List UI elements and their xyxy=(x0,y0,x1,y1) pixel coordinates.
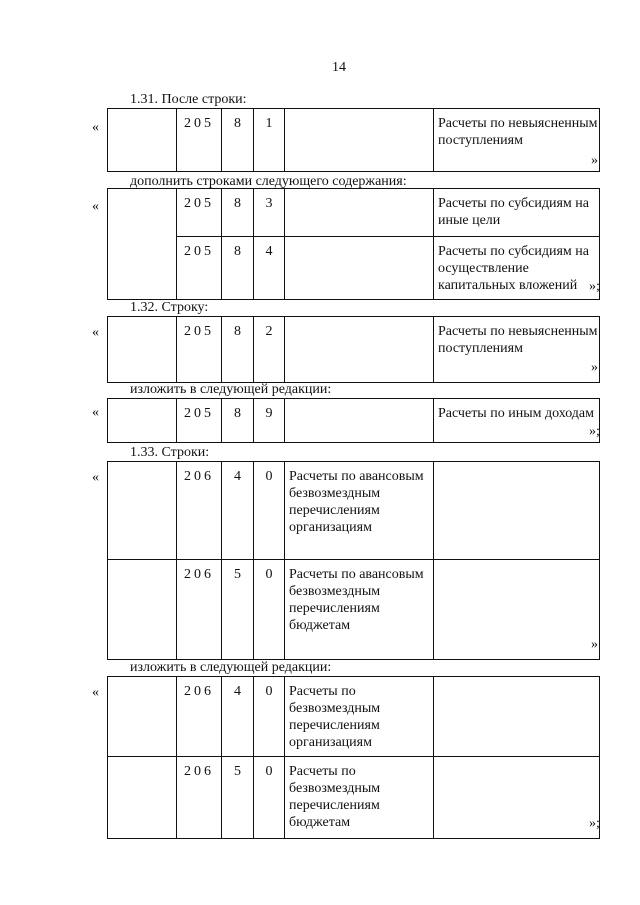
subcode-cell: 9 xyxy=(254,399,285,443)
subcode-cell: 8 xyxy=(222,109,254,172)
desc-cell: Расчеты по невыясненным поступлениям xyxy=(434,317,600,383)
empty-cell xyxy=(108,317,177,383)
close-quote: » xyxy=(591,360,598,375)
name-cell: Расчеты по безвозмездным перечислениям бюджетам xyxy=(285,757,434,839)
desc-cell xyxy=(434,757,600,839)
amendment-table xyxy=(107,676,600,839)
subcode-cell: 3 xyxy=(254,189,285,237)
open-quote: « xyxy=(92,120,99,135)
table-row xyxy=(108,109,600,172)
section-heading: изложить в следующей редакции: xyxy=(130,382,332,397)
table-row xyxy=(108,677,600,757)
subcode-cell: 0 xyxy=(254,462,285,560)
amendment-table xyxy=(107,461,600,660)
page-number: 14 xyxy=(332,60,346,75)
subcode-cell: 4 xyxy=(254,237,285,300)
empty-cell xyxy=(108,757,177,839)
name-cell xyxy=(285,399,434,443)
code-cell: 205 xyxy=(177,317,222,383)
open-quote: « xyxy=(92,685,99,700)
empty-cell xyxy=(108,677,177,757)
close-quote: » xyxy=(591,637,598,652)
desc-cell: Расчеты по субсидиям на иные цели xyxy=(434,189,600,237)
section-heading: 1.32. Строку: xyxy=(130,300,209,315)
subcode-cell: 0 xyxy=(254,677,285,757)
close-quote: »; xyxy=(589,279,600,294)
section-heading: изложить в следующей редакции: xyxy=(130,660,332,675)
table-row xyxy=(108,757,600,839)
section-heading: 1.31. После строки: xyxy=(130,92,247,107)
table-row xyxy=(108,237,600,300)
table-row xyxy=(108,317,600,383)
subcode-cell: 4 xyxy=(222,462,254,560)
code-cell: 205 xyxy=(177,399,222,443)
amendment-table xyxy=(107,108,600,172)
empty-cell xyxy=(108,462,177,560)
open-quote: « xyxy=(92,325,99,340)
section-heading: дополнить строками следующего содержания: xyxy=(130,174,407,189)
close-quote: » xyxy=(591,153,598,168)
name-cell: Расчеты по авансовым безвозмездным перечислениям бюджетам xyxy=(285,560,434,660)
empty-cell xyxy=(108,109,177,172)
subcode-cell: 1 xyxy=(254,109,285,172)
section-heading: 1.33. Строки: xyxy=(130,445,210,460)
subcode-cell: 4 xyxy=(222,677,254,757)
amendment-table xyxy=(107,316,600,383)
table-row xyxy=(108,560,600,660)
name-cell xyxy=(285,189,434,237)
code-cell: 206 xyxy=(177,757,222,839)
subcode-cell: 8 xyxy=(222,317,254,383)
open-quote: « xyxy=(92,199,99,214)
subcode-cell: 8 xyxy=(222,399,254,443)
open-quote: « xyxy=(92,470,99,485)
subcode-cell: 0 xyxy=(254,560,285,660)
empty-cell xyxy=(108,189,177,300)
desc-cell xyxy=(434,677,600,757)
desc-cell xyxy=(434,462,600,560)
table-row xyxy=(108,189,600,237)
open-quote: « xyxy=(92,405,99,420)
subcode-cell: 0 xyxy=(254,757,285,839)
code-cell: 205 xyxy=(177,237,222,300)
subcode-cell: 8 xyxy=(222,237,254,300)
code-cell: 205 xyxy=(177,189,222,237)
table-row xyxy=(108,399,600,443)
code-cell: 206 xyxy=(177,677,222,757)
code-cell: 206 xyxy=(177,560,222,660)
close-quote: »; xyxy=(589,816,600,831)
table-row xyxy=(108,462,600,560)
desc-cell xyxy=(434,560,600,660)
subcode-cell: 5 xyxy=(222,560,254,660)
code-cell: 205 xyxy=(177,109,222,172)
close-quote: »; xyxy=(589,424,600,439)
subcode-cell: 8 xyxy=(222,189,254,237)
name-cell xyxy=(285,109,434,172)
subcode-cell: 2 xyxy=(254,317,285,383)
desc-cell: Расчеты по иным доходам xyxy=(434,399,600,443)
name-cell: Расчеты по авансовым безвозмездным перечислениям организациям xyxy=(285,462,434,560)
amendment-table xyxy=(107,188,600,300)
desc-cell: Расчеты по невыясненным поступлениям xyxy=(434,109,600,172)
subcode-cell: 5 xyxy=(222,757,254,839)
name-cell xyxy=(285,317,434,383)
code-cell: 206 xyxy=(177,462,222,560)
empty-cell xyxy=(108,399,177,443)
empty-cell xyxy=(108,560,177,660)
name-cell: Расчеты по безвозмездным перечислениям организациям xyxy=(285,677,434,757)
amendment-table xyxy=(107,398,600,443)
desc-cell: Расчеты по субсидиям на осуществление капитальных вложений xyxy=(434,237,600,300)
name-cell xyxy=(285,237,434,300)
